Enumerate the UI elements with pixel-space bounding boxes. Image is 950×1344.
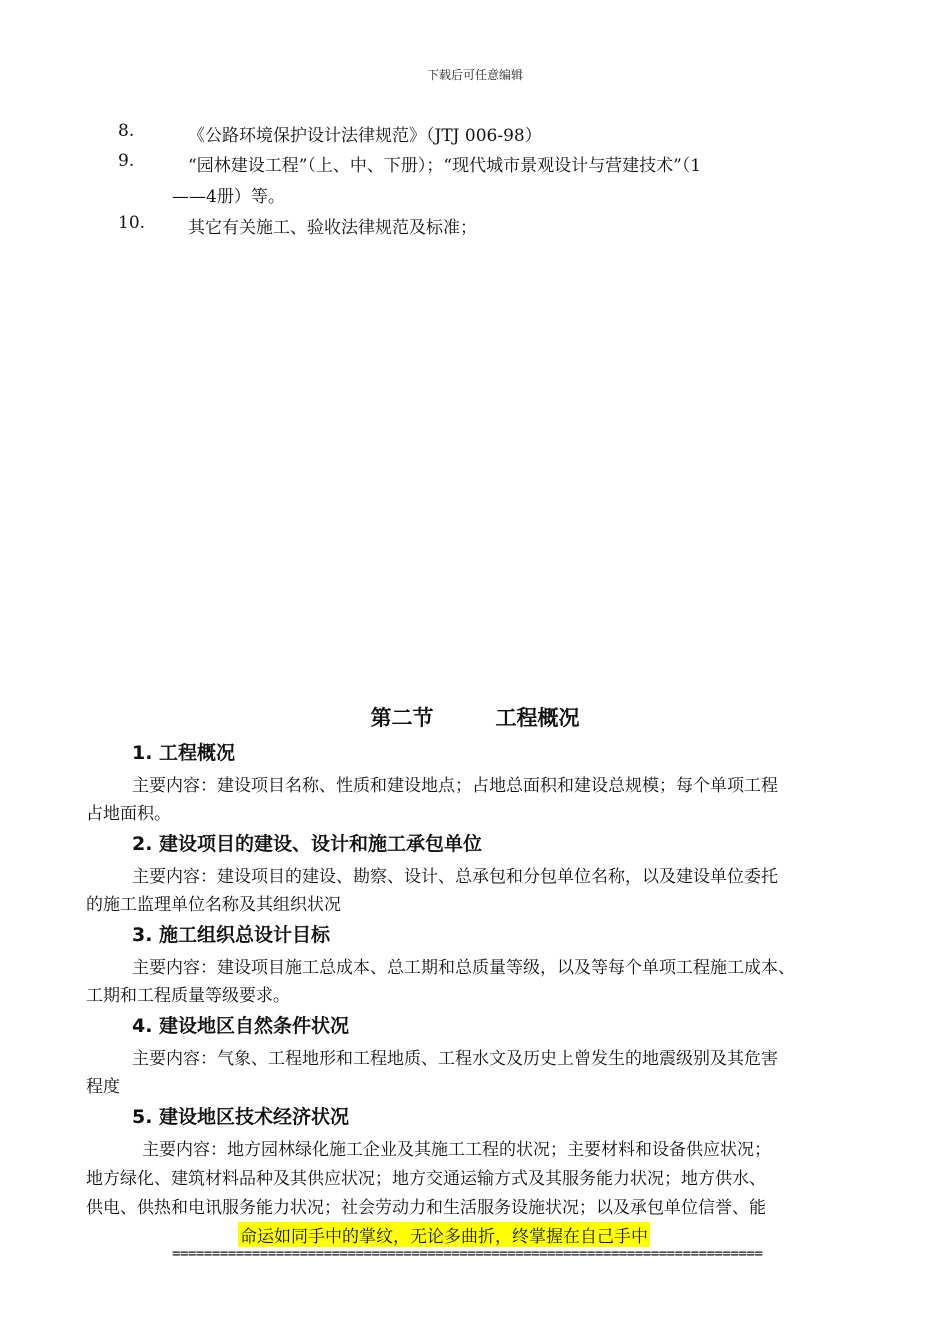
- reference-text: “园林建设工程”（上、中、下册）；“现代城市景观设计与营建技术”（1: [188, 156, 702, 176]
- reference-text: 《公路环境保护设计法律规范》（JTJ 006-98）: [188, 126, 542, 146]
- reference-number: 9.: [118, 151, 135, 171]
- item-paragraph-line: 的施工监理单位名称及其组织状况: [86, 895, 341, 915]
- item-heading: 1. 工程概况: [132, 742, 236, 764]
- item-heading: 5. 建设地区技术经济状况: [132, 1106, 350, 1128]
- item-paragraph-line: 主要内容：建设项目施工总成本、总工期和总质量等级，以及等每个单项工程施工成本、: [132, 958, 795, 978]
- reference-number: 8.: [118, 121, 135, 141]
- item-paragraph-line: 主要内容：气象、工程地形和工程地质、工程水文及历史上曾发生的地震级别及其危害: [132, 1049, 778, 1069]
- reference-text: ——4册）等。: [172, 187, 285, 207]
- item-paragraph-line: 主要内容：地方园林绿化施工企业及其施工工程的状况；主要材料和设备供应状况；: [142, 1140, 771, 1160]
- header-note: 下载后可任意编辑: [426, 68, 523, 82]
- footer-highlight: 命运如同手中的掌纹，无论多曲折，终掌握在自己手中: [238, 1222, 650, 1247]
- item-paragraph-line: 占地面积。: [86, 804, 171, 824]
- section-label: 第二节: [370, 706, 434, 730]
- section-heading: 工程概况: [495, 706, 580, 730]
- section-title: [0, 702, 950, 732]
- reference-number: 10.: [118, 213, 146, 233]
- footer-rule: ==========================================================================: [172, 1246, 763, 1262]
- item-paragraph-line: 主要内容：建设项目名称、性质和建设地点；占地总面积和建设总规模；每个单项工程: [132, 776, 778, 796]
- item-heading: 2. 建设项目的建设、设计和施工承包单位: [132, 833, 483, 855]
- item-paragraph-line: 供电、供热和电讯服务能力状况；社会劳动力和生活服务设施状况；以及承包单位信誉、能: [86, 1198, 766, 1218]
- item-paragraph-line: 程度: [86, 1077, 120, 1097]
- item-heading: 4. 建设地区自然条件状况: [132, 1015, 350, 1037]
- reference-text: 其它有关施工、验收法律规范及标准；: [188, 218, 477, 238]
- item-paragraph-line: 地方绿化、建筑材料品种及其供应状况；地方交通运输方式及其服务能力状况；地方供水、: [86, 1169, 766, 1189]
- item-heading: 3. 施工组织总设计目标: [132, 924, 331, 946]
- item-paragraph-line: 工期和工程质量等级要求。: [86, 986, 290, 1006]
- item-paragraph-line: 主要内容：建设项目的建设、勘察、设计、总承包和分包单位名称，以及建设单位委托: [132, 867, 778, 887]
